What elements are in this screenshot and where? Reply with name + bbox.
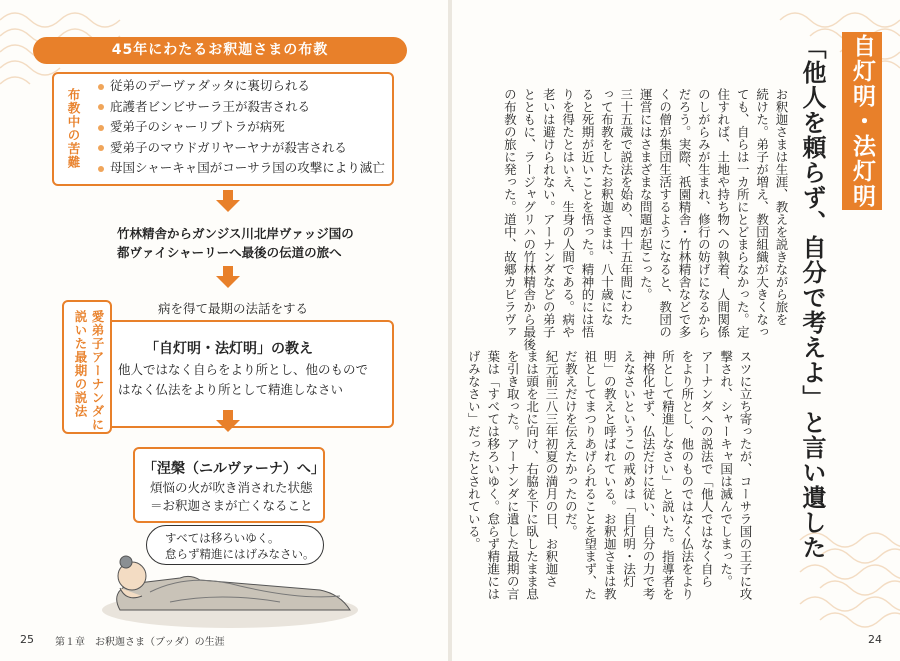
text-column: の布教の旅に発った。道中、故郷カピラヴァ xyxy=(502,88,518,338)
hardships-label: 布教中の苦難 xyxy=(66,88,81,169)
sick-line: 病を得て最期の法話をする xyxy=(158,301,309,316)
text-column: を引き取った。アーナンダに遺した最期の言 xyxy=(505,350,521,600)
list-item: 母国シャーキャ国がコーサラ国の攻撃により滅亡 xyxy=(98,158,385,179)
page-number-left: 25 xyxy=(20,633,34,646)
section-banner: 45年にわたるお釈迦さまの布教 xyxy=(33,37,407,64)
text-column: りを得たとはいえ、生身の人間である。病や xyxy=(560,88,576,338)
text-column: ても、自らは一カ所にとどまらなかった。定 xyxy=(735,88,751,338)
text-column: 撃され、シャーキャ国は滅んでしまった。 xyxy=(718,350,734,588)
text-column: って布教をしたお釈迦さまは、八十歳にな xyxy=(599,88,615,326)
text-column: 住すれば、土地や持ち物への執着、人間関係 xyxy=(715,88,731,338)
text-column: とともに、ラージャグリハの竹林精舎から最後 xyxy=(521,88,537,351)
text-column: 明」の教えと呼ばれている。お釈迦さまは教 xyxy=(602,350,618,600)
text-column: 三十五歳で説法を始め、四十五年間にわた xyxy=(618,88,634,326)
text-column: 葉は「すべては移ろいゆく。怠らず精進には xyxy=(485,350,501,600)
text-column: 祖としてまつりあげられることを望まず、た xyxy=(582,350,598,600)
last-sermon-label-2: 説いた最期の説法 xyxy=(73,310,88,418)
text-column: まは頭を北に向け、右脇を下に臥したまま息 xyxy=(524,350,540,600)
text-column: げみなさい」だったとされている。 xyxy=(466,350,482,550)
nirvana-title: 「涅槃（ニルヴァーナ）へ」 xyxy=(143,461,325,477)
text-column: くの僧が集団生活するようになると、教団の xyxy=(657,88,673,338)
text-column: えなさいというこの戒めは「自灯明・法灯 xyxy=(621,350,637,588)
bullet-icon xyxy=(98,104,104,110)
nirvana-line-1: 煩悩の火が吹き消された状態 xyxy=(150,480,313,495)
page-number-right: 24 xyxy=(868,633,882,646)
journey-line-1: 竹林精舎からガンジス川北岸ヴァッジ国の xyxy=(117,226,354,241)
bullet-icon xyxy=(98,166,104,172)
bubble-line-2: 怠らず精進にはげみなさい。 xyxy=(165,547,315,561)
list-item: 愛弟子のシャーリプトラが病死 xyxy=(98,117,385,138)
text-column: スツに立ち寄ったが、コーサラ国の王子に攻 xyxy=(738,350,753,600)
section-title: 「他人を頼らず、自分で考えよ」と言い遺した xyxy=(798,35,826,560)
bullet-icon xyxy=(98,84,104,90)
text-column: だろう。実際、祇園精舎・竹林精舎などで多 xyxy=(677,88,692,338)
text-column: 神格化せず、仏法だけに従い、自分の力で考 xyxy=(641,350,656,600)
text-column: 老いは避けられない。アーナンダなどの弟子 xyxy=(541,88,557,338)
text-column: お釈迦さまは生涯、教えを説きながら旅を xyxy=(774,88,789,326)
book-gutter xyxy=(448,0,452,661)
last-sermon-label-1: 愛弟子アーナンダに xyxy=(90,310,105,432)
section-tag: 自灯明・法灯明 xyxy=(842,32,882,210)
footer-chapter: 第１章 お釈迦さま（ブッダ）の生涯 xyxy=(55,637,225,648)
hardships-list xyxy=(98,76,385,179)
teaching-title: 「自灯明・法灯明」の教え xyxy=(145,341,313,357)
list-item: 愛弟子のマウドガリヤーヤナが殺害される xyxy=(98,138,385,159)
list-item: 庇護者ビンビサーラ王が殺害される xyxy=(98,97,385,118)
nirvana-line-2: ＝お釈迦さまが亡くなること xyxy=(150,498,313,513)
teaching-line-2: はなく仏法をより所として精進しなさい xyxy=(118,382,344,397)
text-column: のしがらみが生まれ、修行の妨げになるから xyxy=(696,88,712,338)
bubble-line-1: すべては移ろいゆく。 xyxy=(165,531,280,545)
text-column: 紀元前三八三年初夏の満月の日、お釈迦さ xyxy=(544,350,559,588)
text-column: アーナンダへの説法で「他人ではなく自ら xyxy=(699,350,715,588)
text-column: だ教えだけを伝えたかったのだ。 xyxy=(563,350,579,538)
text-column: 運営にはさまざまな問題が起こった。 xyxy=(638,88,654,301)
teaching-line-1: 他人ではなく自らをより所とし、他のもので xyxy=(118,362,369,377)
list-item: 従弟のデーヴァダッタに裏切られる xyxy=(98,76,385,97)
bullet-icon xyxy=(98,125,104,131)
text-column: をより所とし、他のものではなく仏法をより xyxy=(679,350,695,600)
journey-line-2: 都ヴァイシャーリーへ最後の伝道の旅へ xyxy=(117,245,342,260)
text-column: ると死期が近いことを悟った。精神的には悟 xyxy=(580,88,595,338)
reclining-buddha-illustration xyxy=(90,532,360,632)
text-column: 続けた。弟子が増え、教団組織が大きくなっ xyxy=(754,88,770,338)
bullet-icon xyxy=(98,145,104,151)
text-column: 所として精進しなさい」と説いた。指導者を xyxy=(660,350,676,600)
